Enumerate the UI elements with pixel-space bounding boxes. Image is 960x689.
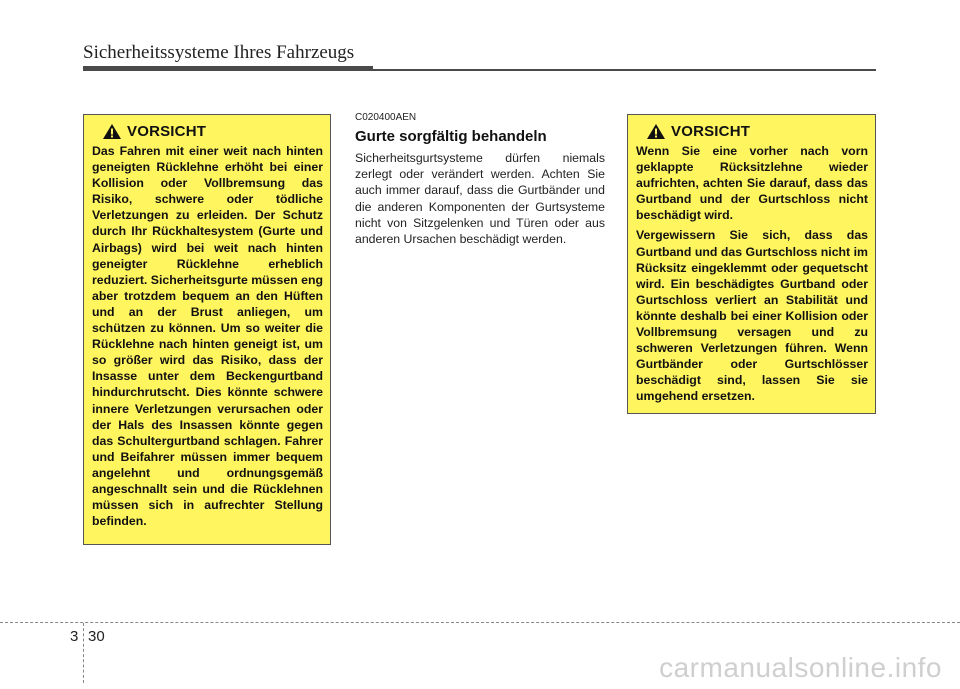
header-rule-thin [373,69,876,71]
warning-header [636,123,868,140]
page-header-title: Sicherheitssysteme Ihres Fahrzeugs [83,42,355,63]
warning-header [92,123,323,140]
watermark: carmanualsonline.info [659,652,942,683]
warning-paragraph: Vergewissern Sie sich, dass das Gurtband und das Gurtschloss nicht im Rücksitz eingeklemmt oder gequetscht wird. Ein beschädigtes Gurtband oder Gurtschloss verliert an Stabilität und könnte deshalb bei einer Kollision oder Vollbremsung versagen und zu schweren Verletzungen führen. Wenn Gurtbänder oder Gurtschlösser beschädigt sind, lassen Sie sie umgehend ersetzen. [636,228,868,404]
warning-title: VORSICHT [127,123,207,140]
warning-title: VORSICHT [671,123,751,140]
section-body: Sicherheitsgurtsysteme dürfen niemals zerlegt oder verändert werden. Achten Sie auch immer darauf, dass die Gurtbänder und die anderen Komponenten der Gurtsysteme nicht von Sitzgelenken und Türen oder aus anderen Ursachen beschädigt werden. [355,151,605,247]
section-code: C020400AEN [355,112,417,123]
chapter-number: 3 [70,628,79,645]
warning-box-right [627,114,876,414]
page-number: 30 [88,628,105,645]
header-rule-thick [83,66,373,71]
warning-triangle-icon [646,123,666,140]
warning-box-left [83,114,331,545]
warning-text [636,143,868,405]
section-title: Gurte sorgfältig behandeln [355,128,547,145]
warning-paragraph: Wenn Sie eine vorher nach vorn geklappte Rücksitzlehne wieder aufrichten, achten Sie darauf, dass das Gurtband und der Gurtschloss nicht beschädigt wird. [636,144,868,223]
section-seatbelt-care [355,112,605,247]
warning-paragraph: Das Fahren mit einer weit nach hinten geneigten Rücklehne erhöht bei einer Kollision oder Vollbremsung das Risiko, schwere oder tödliche Verletzungen zu erleiden. Der Schutz durch Ihr Rückhaltesystem (Gurte und Airbags) wird bei weit nach hinten geneigter Rücklehne erheblich reduziert. Sicherheitsgurte müssen eng aber trotzdem bequem an den Hüften und an der Brust anliegen, um schützen zu können. Um so weiter die Rücklehne nach hinten geneigt ist, um so größer wird das Risiko, dass der Insasse unter dem Beckengurtband hindurchrutscht. Dies könnte schwere innere Verletzungen verursachen oder der Hals des Insassen könnte gegen das Schultergurtband schlagen. Fahrer und Beifahrer müssen immer bequem angelehnt und ordnungsgemäß angeschnallt sein und die Rücklehnen müssen sich in aufrechter Stellung befinden. [92,144,323,529]
warning-triangle-icon [102,123,122,140]
warning-text [92,143,323,529]
footer-rule [0,622,960,623]
footer-divider [83,623,84,683]
